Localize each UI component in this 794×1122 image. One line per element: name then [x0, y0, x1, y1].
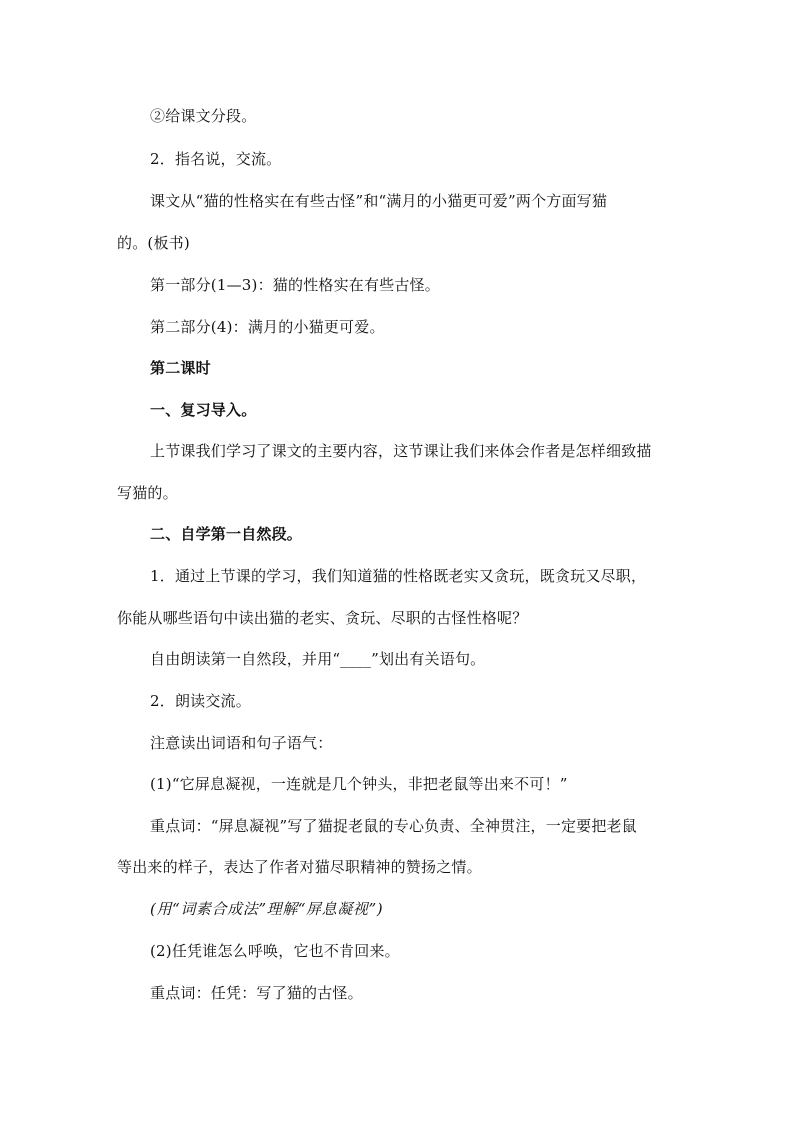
text-line: 2．朗读交流。	[150, 692, 251, 710]
text-line: ②给课文分段。	[150, 107, 257, 125]
note-line: (用“词素合成法”理解“屏息凝视”)	[150, 900, 384, 918]
paragraph-line: 重点词：“屏息凝视”写了猫捉老鼠的专心负责、全神贯注，一定要把老鼠	[150, 817, 637, 835]
paragraph-line: 1．通过上节课的学习，我们知道猫的性格既老实又贪玩，既贪玩又尽职，	[150, 567, 647, 585]
section-heading: 一、复习导入。	[150, 401, 257, 419]
paragraph-line: 上节课我们学习了课文的主要内容，这节课让我们来体会作者是怎样细致描	[150, 442, 652, 460]
section-heading: 第二课时	[150, 359, 211, 377]
quote-line: (2)任凭谁怎么呼唤，它也不肯回来。	[150, 942, 400, 960]
paragraph-line: 课文从“猫的性格实在有些古怪”和“满月的小猫更可爱”两个方面写猫	[150, 192, 608, 210]
text-line: 第二部分(4)：满月的小猫更可爱。	[150, 318, 385, 336]
paragraph-line: 写猫的。	[117, 484, 178, 502]
paragraph-line: 的。(板书)	[117, 234, 190, 252]
paragraph-line: 等出来的样子，表达了作者对猫尽职精神的赞扬之情。	[117, 858, 482, 876]
text-line: 重点词：任凭：写了猫的古怪。	[150, 984, 363, 1002]
text-line: 2．指名说，交流。	[150, 150, 282, 168]
quote-line: (1)“它屏息凝视，一连就是几个钟头，非把老鼠等出来不可！”	[150, 775, 568, 793]
text-line: 自由朗读第一自然段，并用“____”划出有关语句。	[150, 650, 486, 668]
text-line: 第一部分(1—3)：猫的性格实在有些古怪。	[150, 276, 440, 294]
text-line: 注意读出词语和句子语气：	[150, 734, 333, 752]
paragraph-line: 你能从哪些语句中读出猫的老实、贪玩、尽职的古怪性格呢？	[117, 609, 528, 627]
section-heading: 二、自学第一自然段。	[150, 525, 303, 543]
